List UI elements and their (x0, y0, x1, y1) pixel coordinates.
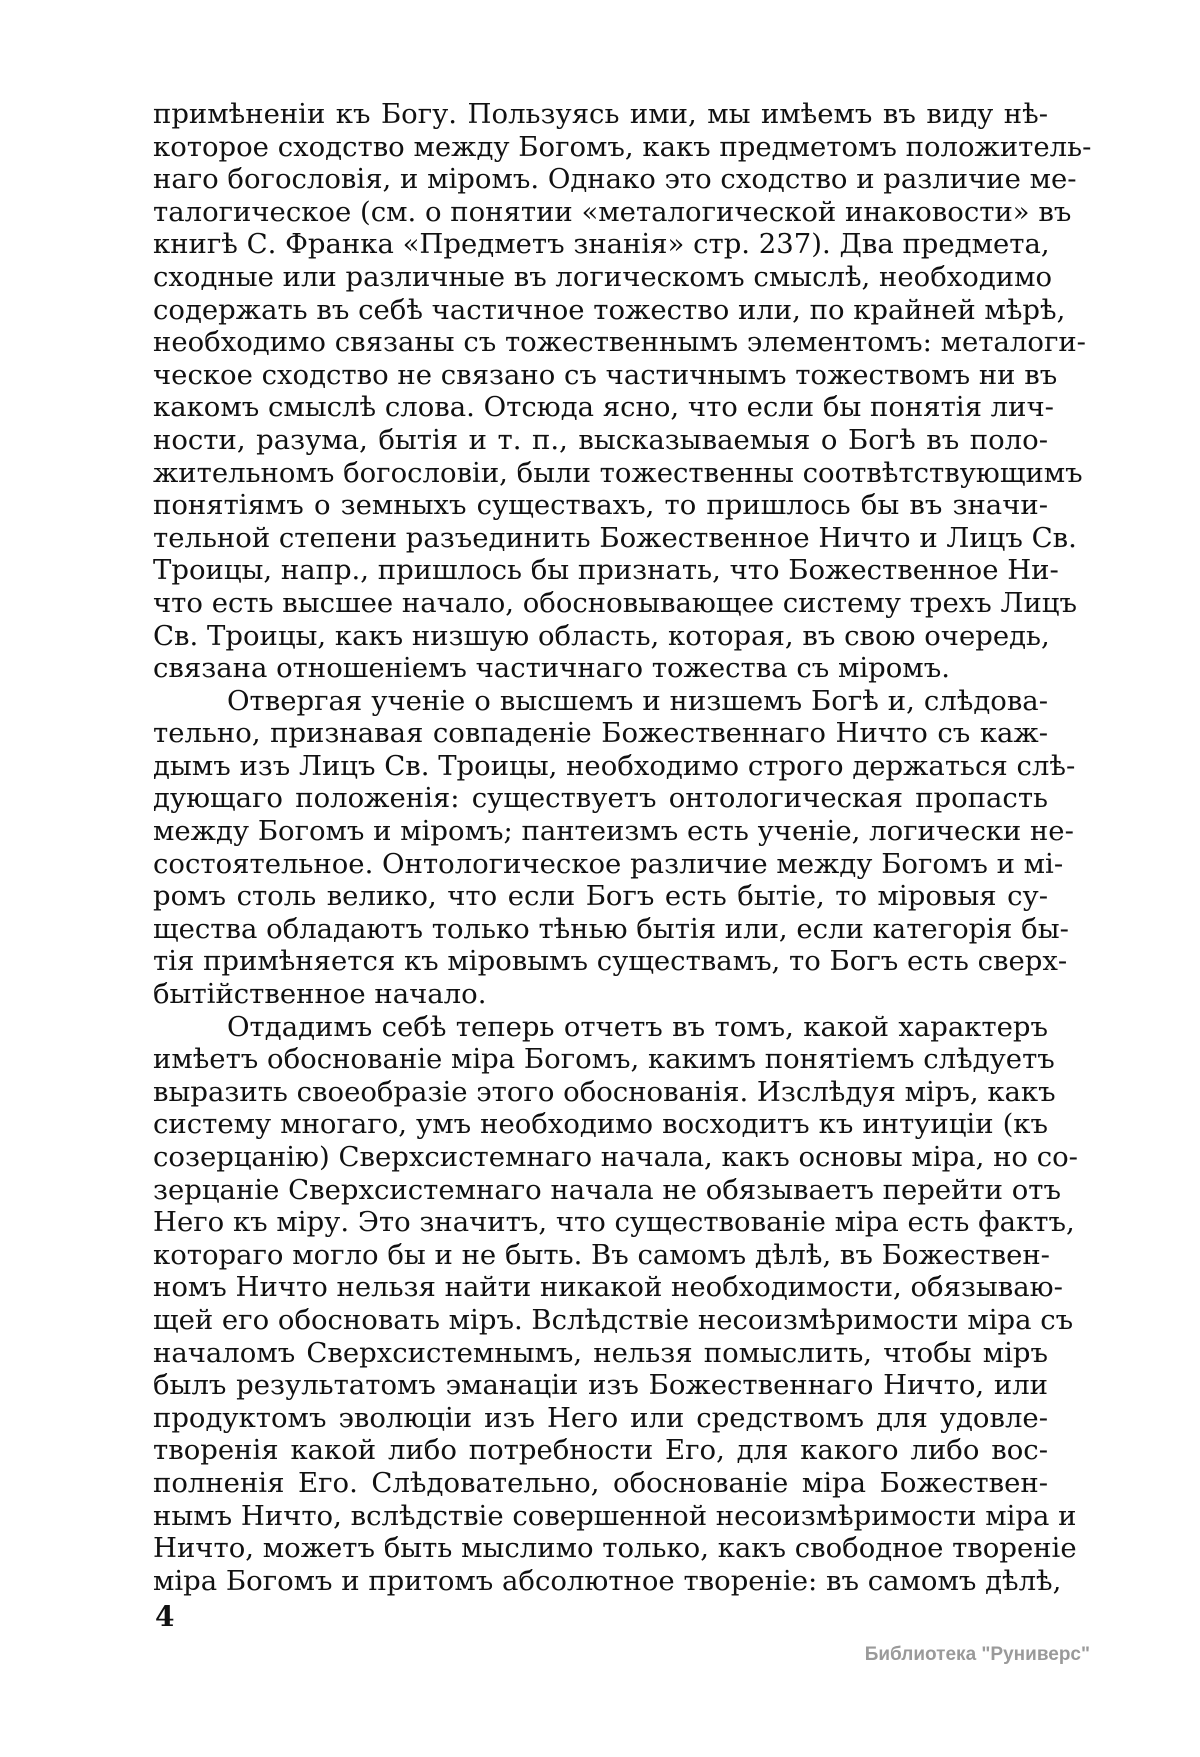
text-line: созерцанію) Сверхсистемнаго начала, какъ основы міра, но со- (153, 1141, 1078, 1173)
text-line: необходимо связаны съ тожественнымъ элементомъ: металоги- (153, 326, 1086, 359)
text-line: выразить своеобразіе этого обоснованія. Изслѣдуя міръ, какъ (153, 1075, 1056, 1108)
text-line: полненія Его. Слѣдовательно, обоснованіе міра Божествен- (153, 1466, 1048, 1499)
library-watermark: Библиотека "Руниверс" (864, 1644, 1090, 1665)
text-line: сходные или различные въ логическомъ смыслѣ, необходимо (153, 260, 1053, 293)
text-line: Св. Троицы, какъ низшую область, которая, въ свою очередь, (153, 619, 1050, 652)
text-line: ромъ столь велико, что если Богъ есть бытіе, то міровыя су- (153, 880, 1048, 913)
text-line: былъ результатомъ эманаціи изъ Божественнаго Ничто, или (153, 1369, 1048, 1402)
page-number: 4 (155, 1600, 175, 1633)
text-line: имѣетъ обоснованіе міра Богомъ, какимъ понятіемъ слѣдуетъ (153, 1043, 1055, 1076)
text-line: творенія какой либо потребности Его, для какого либо вос- (153, 1434, 1048, 1467)
paragraph-first-line: Отвергая ученіе о высшемъ и низшемъ Богѣ и, слѣдова- (227, 684, 1048, 717)
text-line: между Богомъ и міромъ; пантеизмъ есть ученіе, логически не- (153, 815, 1074, 848)
text-line: какомъ смыслѣ слова. Отсюда ясно, что если бы понятія лич- (153, 391, 1054, 424)
text-line: продуктомъ эволюціи изъ Него или средствомъ для удовле- (153, 1401, 1048, 1434)
text-line: содержать въ себѣ частичное тожество или, по крайней мѣрѣ, (153, 293, 1066, 326)
text-line: Троицы, напр., пришлось бы признать, что Божественное Ни- (153, 554, 1059, 587)
text-line: началомъ Сверхсистемнымъ, нельзя помыслить, чтобы міръ (153, 1336, 1048, 1369)
text-line: зерцаніе Сверхсистемнаго начала не обязываетъ перейти отъ (153, 1173, 1062, 1206)
text-line: что есть высшее начало, обосновывающее систему трехъ Лицъ (153, 586, 1077, 619)
text-line: примѣненіи къ Богу. Пользуясь ими, мы имѣемъ въ виду нѣ- (153, 98, 1048, 130)
text-line: жительномъ богословіи, были тожественны соотвѣтствующимъ (153, 456, 1083, 489)
paragraph-last-line: связана отношеніемъ частичнаго тожества съ міромъ. (153, 652, 950, 685)
text-line: щей его обосновать міръ. Вслѣдствіе несоизмѣримости міра съ (153, 1303, 1074, 1336)
page-body (153, 98, 1092, 1597)
text-line: талогическое (см. о понятии «металогической инаковости» въ (153, 195, 1072, 228)
text-line: котораго могло бы и не быть. Въ самомъ дѣлѣ, въ Божествен- (153, 1238, 1050, 1271)
text-line: тельной степени разъединить Божественное Ничто и Лицъ Св. (153, 521, 1077, 554)
text-line: систему многаго, умъ необходимо восходитъ къ интуиціи (къ (153, 1108, 1048, 1141)
paragraph-first-line: Отдадимъ себѣ теперь отчетъ въ томъ, какой характеръ (227, 1010, 1048, 1043)
text-line: Него къ міру. Это значитъ, что существованіе міра есть фактъ, (153, 1206, 1075, 1239)
text-line: номъ Ничто нельзя найти никакой необходимости, обязываю- (153, 1271, 1063, 1304)
paragraph-last-line: бытійственное начало. (153, 978, 487, 1011)
text-line: наго богословія, и міромъ. Однако это сходство и различие ме- (153, 163, 1077, 196)
text-line: Ничто, можетъ быть мыслимо только, какъ свободное твореніе (153, 1532, 1077, 1565)
text-line: ности, разума, бытія и т. п., высказываемыя о Богѣ въ поло- (153, 423, 1048, 456)
text-line: щества обладаютъ только тѣнью бытія или, если категорія бы- (153, 912, 1069, 945)
text-line: нымъ Ничто, вслѣдствіе совершенной несоизмѣримости міра и (153, 1499, 1077, 1532)
text-line: понятіямъ о земныхъ существахъ, то пришлось бы въ значи- (153, 489, 1048, 522)
text-line: ческое сходство не связано съ частичнымъ тожествомъ ни въ (153, 358, 1058, 391)
text-line: міра Богомъ и притомъ абсолютное твореніе: въ самомъ дѣлѣ, (153, 1564, 1062, 1597)
text-line: состоятельное. Онтологическое различие между Богомъ и мі- (153, 847, 1064, 880)
text-line: которое сходство между Богомъ, какъ предметомъ положитель- (153, 130, 1092, 163)
text-line: дымъ изъ Лицъ Св. Троицы, необходимо строго держаться слѣ- (153, 749, 1076, 782)
text-line: тія примѣняется къ міровымъ существамъ, то Богъ есть сверх- (153, 945, 1068, 978)
text-line: дующаго положенія: существуетъ онтологическая пропасть (153, 782, 1048, 815)
text-line: книгѣ С. Франка «Предметъ знанія» стр. 237). Два предмета, (153, 228, 1050, 261)
text-line: тельно, признавая совпаденіе Божественнаго Ничто съ каж- (153, 717, 1048, 750)
